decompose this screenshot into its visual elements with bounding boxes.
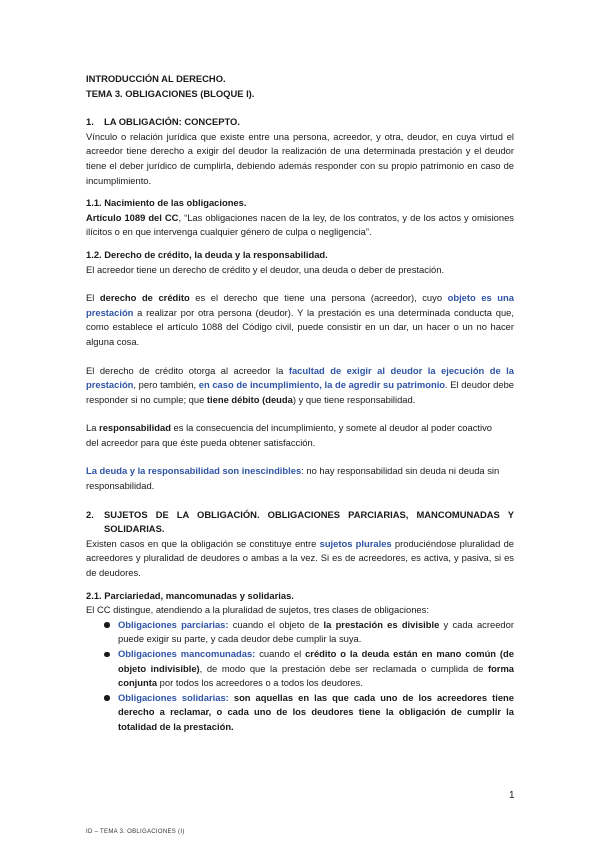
list-item: Obligaciones parciarias: cuando el objeto de la prestación es divisible y cada acreedor puede exigir su parte, y cada deudor debe cumplir la suya. <box>86 618 514 647</box>
doc-subtitle: TEMA 3. OBLIGACIONES (BLOQUE I). <box>86 87 255 99</box>
section-2-heading <box>86 508 514 537</box>
article-paragraph: Artículo 1089 del CC, “Las obligaciones nacen de la ley, de los contratos, y de los actos y omisiones ilícitos o en que intervenga cualquier género de culpa o negligencia”. <box>86 211 514 238</box>
creditor-faculty-paragraph: El derecho de crédito otorga al acreedor la facultad de exigir al deudor la ejecución de la prestación, pero también, en caso de incumplimiento, la de agredir su patrimonio. El deudor debe responder si no cumple; que tiene débito (deuda) y que tiene responsabilidad. <box>86 364 515 405</box>
page-content <box>86 72 514 735</box>
section-title: LA OBLIGACIÓN: CONCEPTO. <box>104 116 240 128</box>
section-number: 1. <box>86 116 94 128</box>
footer-label: ID – TEMA 3. OBLIGACIONES (I) <box>86 829 185 835</box>
credit-right-paragraph: El derecho de crédito es el derecho que tiene una persona (acreedor), cuyo objeto es una prestación a realizar por otra persona (deudor). Y la prestación es una determinada conducta que, como establece el artículo 1088 del Código civil, puede consistir en un dar, un hacer o un no hacer alguna cosa. <box>86 292 514 347</box>
obligation-types-list <box>86 618 514 735</box>
doc-title: INTRODUCCIÓN AL DERECHO. <box>86 73 226 84</box>
responsibility-paragraph-cont: del acreedor para que éste pueda obtener satisfacción. <box>86 436 316 448</box>
list-item: Obligaciones mancomunadas: cuando el crédito o la deuda están en mano común (de objeto indivisible), de modo que la prestación debe ser reclamada o cumplida de forma conjunta por todos los acreedores o a todos los deudores. <box>86 647 514 691</box>
subsection-1-2-heading: 1.2. Derecho de crédito, la deuda y la responsabilidad. <box>86 248 328 260</box>
list-item: Obligaciones solidarias: son aquellas en las que cada uno de los acreedores tiene derecho a reclamar, o cada uno de los deudores tiene la obligación de cumplir la totalidad de la prestación. <box>86 691 514 735</box>
page-number: 1 <box>509 790 515 801</box>
classes-intro: El CC distingue, atendiendo a la pluralidad de sujetos, tres clases de obligaciones: <box>86 604 429 616</box>
concept-paragraph: Vínculo o relación jurídica que existe entre una persona, acreedor, y otra, deudor, en cuya virtud el acreedor tiene derecho a exigir del deudor la realización de una determinada prestación y el deudor tiene el deber jurídico de cumplirla, debiendo además responder con su propio patrimonio en caso de incumplimiento. <box>86 130 514 186</box>
inseparable-paragraph: La deuda y la responsabilidad son inescindibles: no hay responsabilidad sin deuda ni deuda sin responsabilidad. <box>86 465 500 492</box>
article-ref: Artículo 1089 del CC <box>86 211 179 223</box>
intro-paragraph: El acreedor tiene un derecho de crédito y el deudor, una deuda o deber de prestación. <box>86 263 445 275</box>
section-number: 2. <box>86 508 94 520</box>
subsection-1-1-heading: 1.1. Nacimiento de las obligaciones. <box>86 197 247 209</box>
responsibility-paragraph: La responsabilidad es la consecuencia del incumplimiento, y somete al deudor al poder coactivo <box>86 422 492 434</box>
section-1-heading <box>86 115 514 130</box>
plural-subjects-paragraph: Existen casos en que la obligación se constituye entre sujetos plurales produciéndose pluralidad de acreedores y pluralidad de deudores o ambas a la vez. Si es de acreedores, es activa, y pasiva, si es de deudores. <box>86 537 514 579</box>
subsection-2-1-heading: 2.1. Parciariedad, mancomunadas y solidarias. <box>86 589 294 601</box>
section-title: SUJETOS DE LA OBLIGACIÓN. OBLIGACIONES PARCIARIAS, MANCOMUNADAS Y SOLIDARIAS. <box>104 508 514 535</box>
